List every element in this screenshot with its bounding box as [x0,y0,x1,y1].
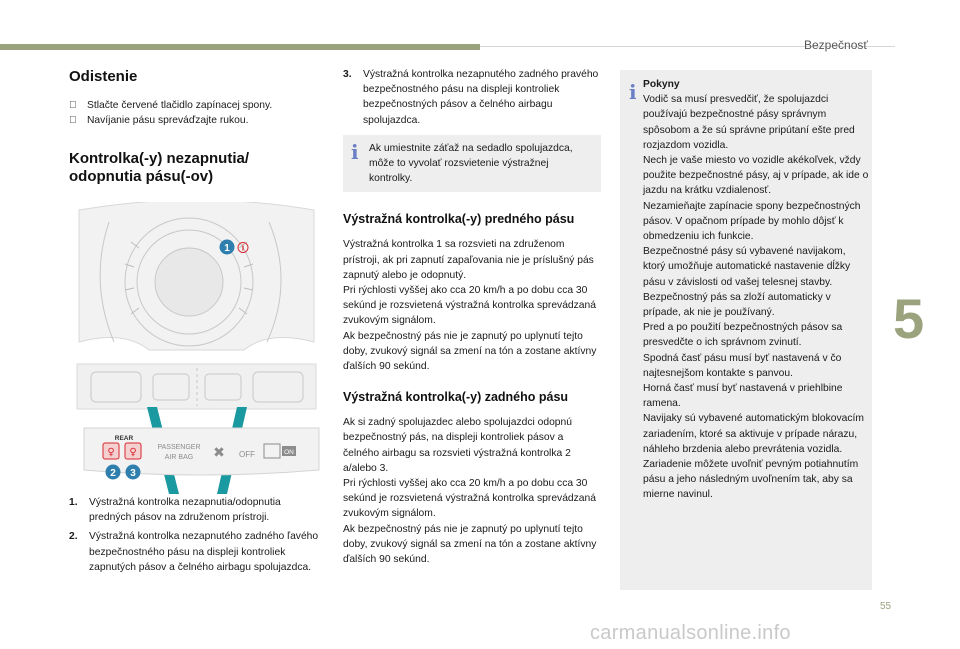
airbag-off-icon: ✖ [213,445,225,461]
svg-text:1: 1 [224,243,230,254]
passenger-label: PASSENGER [157,444,201,451]
chapter-number: 5 [893,287,925,350]
on-label: ON [284,449,294,456]
off-label: OFF [239,450,255,459]
legend-item-1: 1. Výstražná kontrolka nezapnutia/odopnutia predných pásov na združenom prístroji. [69,497,281,524]
heading-kontrolky: Kontrolka(-y) nezapnutia/ odopnutia pásu(-ov) [69,150,250,185]
rear-belt-text: Ak si zadný spolujazdec alebo spolujazdci odopnú bezpečnostný pás, na displeji kontroliek pásov a čelného airbagu sa rozsvieti výstražná kontrolka 2 a/alebo 3. Pri rýchlosti vyššej ako cca 20 km/h a po dobu cca 30 sekúnd je rozsvietená výstražná kontrolka sprevádzaná zvukovým signálom. Ak bezpečnostný pás nie je zapnutý po uplynutí tejto doby, zvukový signál sa zmení na tón a zostane aktívny ďalších 90 sekúnd. [343,417,597,566]
legend-item-2: 2. Výstražná kontrolka nezapnutého zadného ľavého bezpečnostného pásu na displeji kontroliek zapnutých pásov a čelného airbagu spolujazdca. [69,531,319,573]
section-title: Bezpečnosť [804,38,868,52]
info-icon: i [351,139,359,164]
legend-item-3: 3. Výstražná kontrolka nezapnutého zadného pravého bezpečnostného pásu na displeji kontroliek bezpečnostných pásov a čelného airbagu spolujazdca. [343,69,599,126]
bullet-item: Navíjanie pásu spreváďzajte rukou. [69,113,324,128]
bullet-item: Stlačte červené tlačidlo zapínacej spony. [69,98,324,113]
svg-text:3: 3 [130,468,136,479]
heading-rear-belt: Výstražná kontrolka(-y) zadného pásu [343,390,569,405]
rear-left-seatbelt-icon: ♀ [107,447,115,458]
svg-text:2: 2 [110,468,116,479]
bullet-arrow-icon [69,98,81,113]
page-number: 55 [880,601,892,612]
recommendations-title: Pokyny [643,79,680,90]
heading-front-belt: Výstražná kontrolka(-y) predného pásu [343,212,575,227]
bullet-arrow-icon [69,113,81,128]
watermark: carmanualsonline.info [590,622,791,644]
rear-label: REAR [114,435,134,442]
column-2 [343,64,601,567]
info-note-box: i Ak umiestnite záťaž na sedadlo spolujazdca, môže to vyvolať rozsvietenie výstražnej kontrolky. [343,135,601,193]
seatbelt-warning-icon: 🛈 [236,241,250,255]
heading-odistenie: Odistenie [69,68,138,85]
front-belt-text: Výstražná kontrolka 1 sa rozsvieti na združenom prístroji, ak pri zapnutí zapaľovania nie je príslušný pás zapnutý alebo je odopnutý. Pri rýchlosti vyššej ako cca 20 km/h a po dobu cca 30 sekúnd je rozsvietená výstražná kontrolka sprevádzaná zvukovým signálom. Ak bezpečnostný pás nie je zapnutý po uplynutí tejto doby, zvukový signál sa zmení na tón a zostane aktívny ďalších 90 sekúnd. [343,239,597,373]
recommendations-box [620,70,872,590]
rear-right-seatbelt-icon: ♀ [129,447,137,458]
figure-legend [69,495,324,575]
header-accent-bar [0,44,480,50]
seatbelt-airbag-panel [69,424,324,484]
airbag-label: AIR BAG [164,454,194,461]
recommendations-text: Vodič sa musí presvedčiť, že spolujazdci používajú bezpečnostné pásy správnym spôsobom a že sú správne pripútaní ešte pred rozjazdom vozidla. Nech je vaše miesto vo vozidle akékoľvek, vždy použite bezpečnostné pásy, aj v prípade, ak ide o jazdu na krátku vzdialenosť. Nezamieňajte zapínacie spony bezpečnostných pásov. V opačnom prípade by mohlo dôjsť k obmedzeniu ich funkcie. Bezpečnostné pásy sú vybavené navijakom, ktorý umožňuje automatické nastavenie dĺžky pásu v závislosti od vašej telesnej stavby. Bezpečnostný pás sa zloží automaticky v prípade, ak nie je používaný. Pred a po použití bezpečnostných pásov sa presvedčte o ich správnom zvinutí. Spodná časť pásu musí byť nastavená v čo najtesnejšom kontakte s panvou. Horná časť musí byť nastavená v priehlbine ramena. Navijaky sú vybavené automatickým blokovacím zariadením, ktoré sa aktivuje v prípade nárazu, náhleho brzdenia alebo prevrátenia vozidla. Zariadenie môžete uvoľniť pevným potiahnutím pásu a jeho následným uvoľnením tak, aby sa mierne navinul. [643,94,869,501]
info-icon: i [629,80,637,104]
